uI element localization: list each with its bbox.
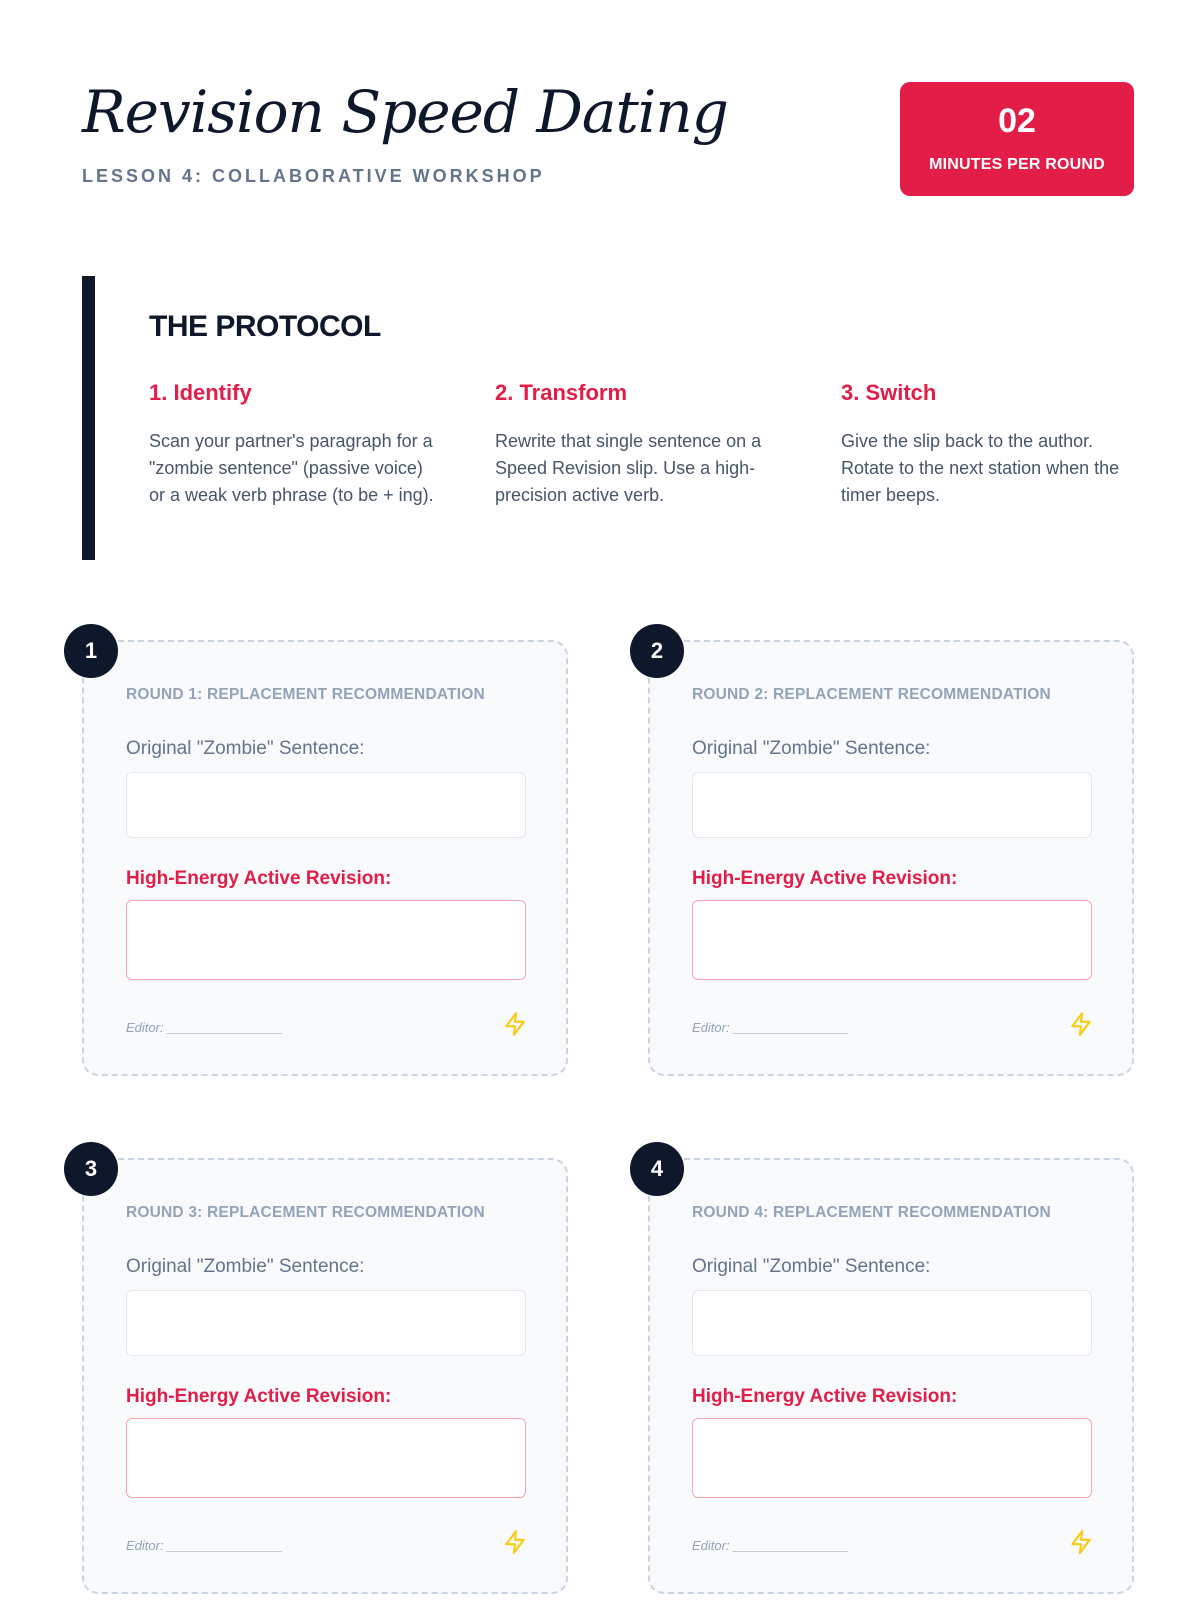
round-number-badge: 3: [64, 1142, 118, 1196]
active-revision-label: High-Energy Active Revision:: [692, 868, 958, 889]
round-label: ROUND 1: REPLACEMENT RECOMMENDATION: [126, 686, 485, 703]
active-revision-label: High-Energy Active Revision:: [126, 1386, 392, 1407]
original-sentence-box[interactable]: [126, 1290, 526, 1356]
protocol-step-switch: [841, 380, 1131, 509]
original-sentence-label: Original "Zombie" Sentence:: [126, 738, 365, 759]
original-sentence-box[interactable]: [692, 1290, 1092, 1356]
active-revision-box[interactable]: [126, 900, 526, 980]
protocol-section: [82, 276, 1134, 560]
round-card-4: [648, 1158, 1134, 1594]
step-text: Give the slip back to the author. Rotate to the next station when the timer beeps.: [841, 431, 1120, 505]
original-sentence-label: Original "Zombie" Sentence:: [692, 738, 931, 759]
original-sentence-label: Original "Zombie" Sentence:: [126, 1256, 365, 1277]
original-sentence-label: Original "Zombie" Sentence:: [692, 1256, 931, 1277]
protocol-heading: THE PROTOCOL: [149, 310, 381, 343]
step-text: Scan your partner's paragraph for a "zombie sentence" (passive voice) or a weak verb phrase (to be + ing).: [149, 431, 434, 505]
round-label: ROUND 4: REPLACEMENT RECOMMENDATION: [692, 1204, 1051, 1221]
round-card-1: [82, 640, 568, 1076]
editor-line: Editor: ________________: [126, 1020, 283, 1035]
timer-label: MINUTES PER ROUND: [929, 156, 1105, 173]
round-number-badge: 2: [630, 624, 684, 678]
lightning-bolt-icon: [1068, 1010, 1094, 1038]
protocol-step-identify: [149, 380, 439, 509]
round-label: ROUND 2: REPLACEMENT RECOMMENDATION: [692, 686, 1051, 703]
page-subtitle: LESSON 4: COLLABORATIVE WORKSHOP: [82, 166, 545, 186]
round-card-3: [82, 1158, 568, 1594]
lightning-bolt-icon: [502, 1528, 528, 1556]
editor-line: Editor: ________________: [692, 1020, 849, 1035]
active-revision-box[interactable]: [692, 900, 1092, 980]
active-revision-label: High-Energy Active Revision:: [126, 868, 392, 889]
timer-value: 02: [998, 102, 1036, 140]
original-sentence-box[interactable]: [126, 772, 526, 838]
original-sentence-box[interactable]: [692, 772, 1092, 838]
protocol-step-transform: [495, 380, 785, 509]
round-number-badge: 4: [630, 1142, 684, 1196]
step-text: Rewrite that single sentence on a Speed Revision slip. Use a high-precision active verb.: [495, 431, 762, 505]
active-revision-box[interactable]: [126, 1418, 526, 1498]
editor-line: Editor: ________________: [126, 1538, 283, 1553]
timer-badge: [900, 82, 1134, 196]
step-title: 3. Switch: [841, 380, 937, 405]
step-title: 1. Identify: [149, 380, 252, 405]
active-revision-box[interactable]: [692, 1418, 1092, 1498]
round-label: ROUND 3: REPLACEMENT RECOMMENDATION: [126, 1204, 485, 1221]
page-title: Revision Speed Dating: [82, 78, 728, 146]
active-revision-label: High-Energy Active Revision:: [692, 1386, 958, 1407]
round-card-2: [648, 640, 1134, 1076]
lightning-bolt-icon: [1068, 1528, 1094, 1556]
lightning-bolt-icon: [502, 1010, 528, 1038]
step-title: 2. Transform: [495, 380, 628, 405]
editor-line: Editor: ________________: [692, 1538, 849, 1553]
round-number-badge: 1: [64, 624, 118, 678]
